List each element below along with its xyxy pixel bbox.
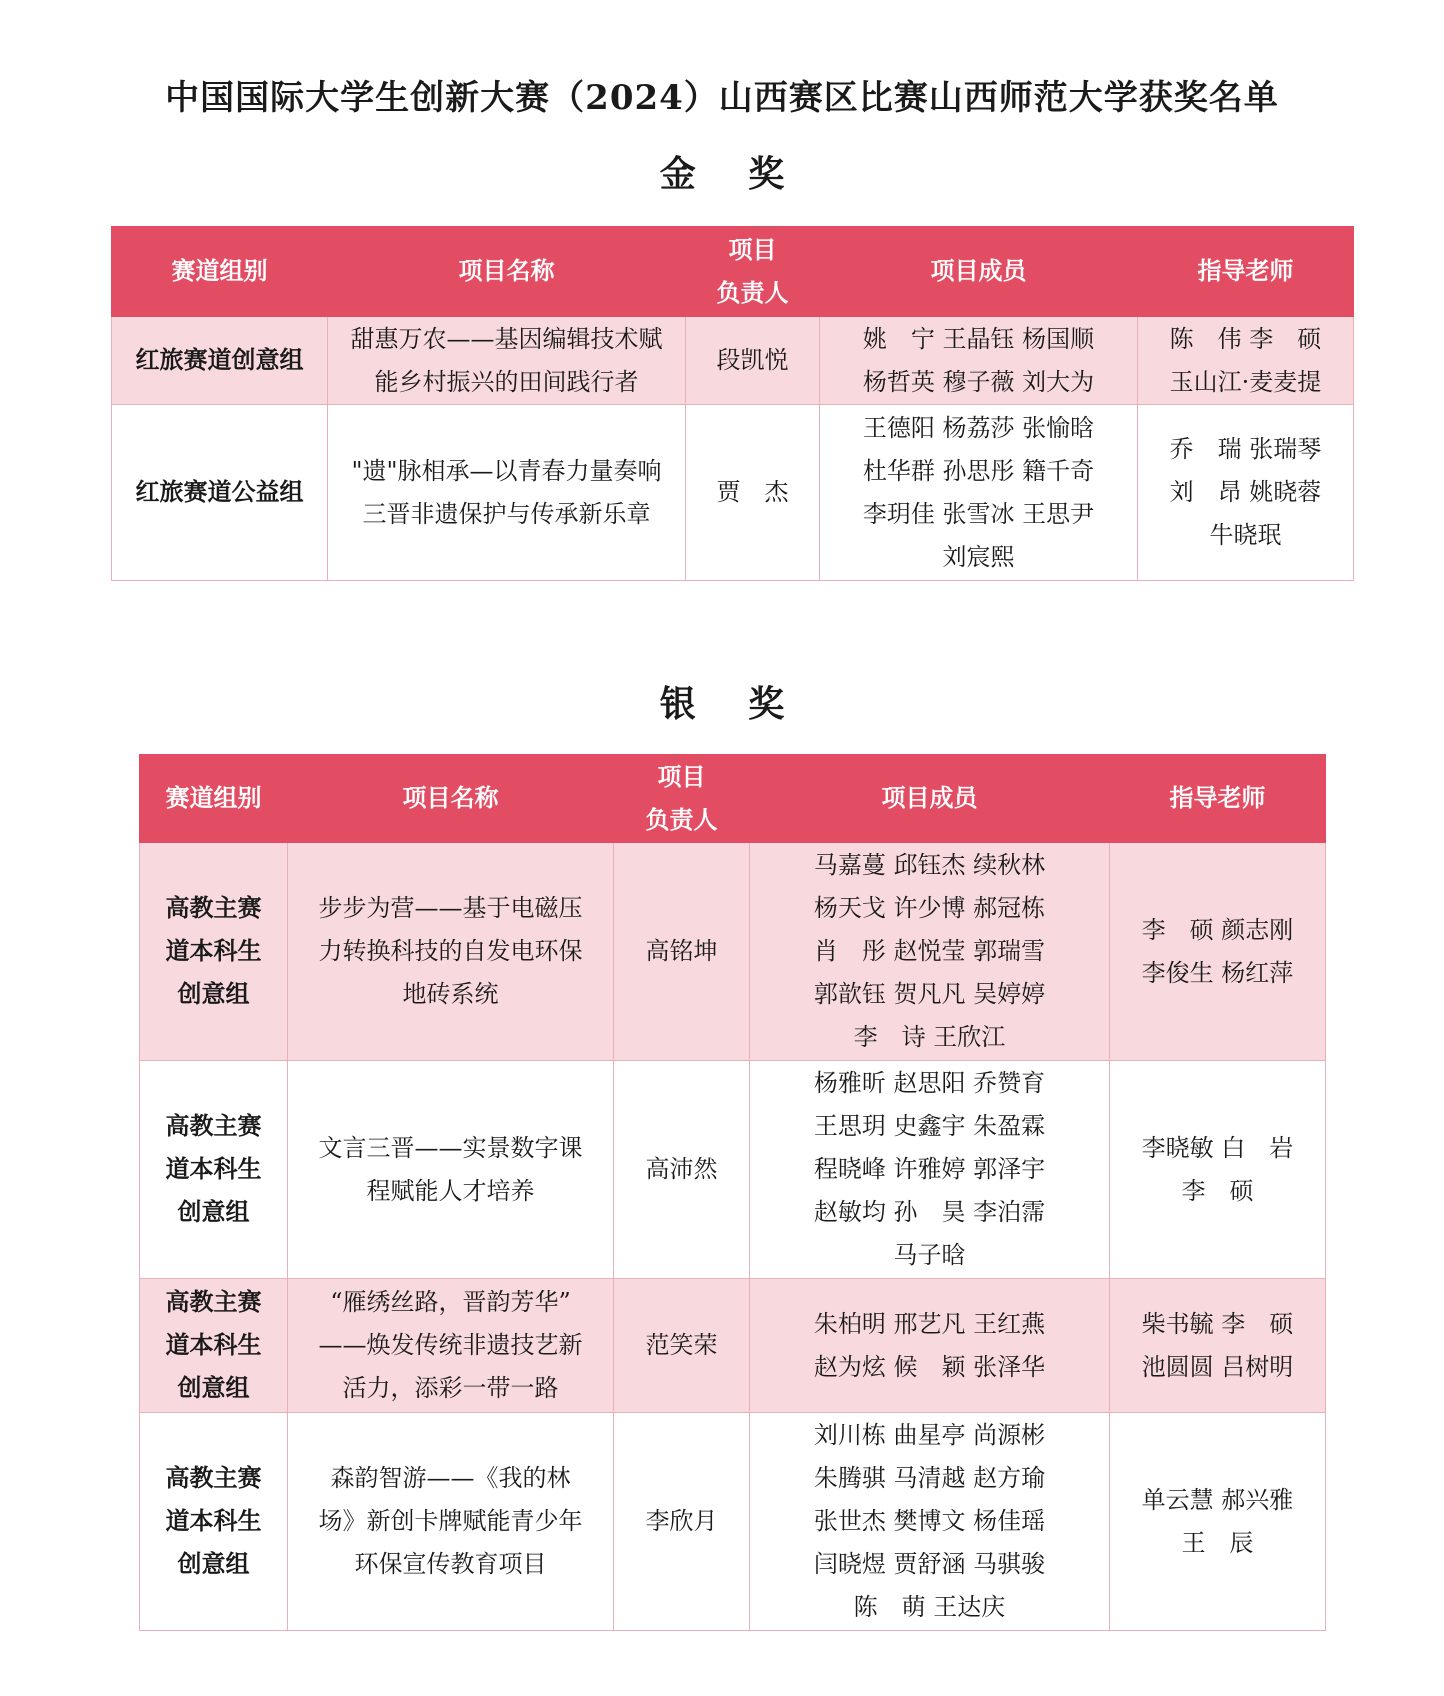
members-cell: 马嘉蔓 邱钰杰 续秋林 杨天戈 许少博 郝冠栋 肖 彤 赵悦莹 郭瑞雪 郭歆钰 贺凡凡 吴婷婷 李 诗 王欣江 bbox=[750, 843, 1110, 1061]
project-name-cell: 步步为营——基于电磁压 力转换科技的自发电环保 地砖系统 bbox=[288, 843, 614, 1061]
col-header-project-name: 项目名称 bbox=[288, 755, 614, 843]
project-name-cell: 甜惠万农——基因编辑技术赋 能乡村振兴的田间践行者 bbox=[328, 317, 686, 405]
gold-award-table bbox=[111, 226, 1354, 581]
table-row bbox=[140, 1279, 1326, 1413]
leader-cell: 高铭坤 bbox=[614, 843, 750, 1061]
silver-award-table bbox=[139, 754, 1326, 1631]
category-cell: 高教主赛 道本科生 创意组 bbox=[140, 1061, 288, 1279]
leader-cell: 段凯悦 bbox=[686, 317, 820, 405]
leader-cell: 贾 杰 bbox=[686, 405, 820, 581]
members-cell: 姚 宁 王晶钰 杨国顺 杨哲英 穆子薇 刘大为 bbox=[820, 317, 1138, 405]
project-name-cell: "遗"脉相承—以青春力量奏响 三晋非遗保护与传承新乐章 bbox=[328, 405, 686, 581]
advisors-cell: 李 硕 颜志刚 李俊生 杨红萍 bbox=[1110, 843, 1326, 1061]
advisors-cell: 乔 瑞 张瑞琴 刘 昂 姚晓蓉 牛晓珉 bbox=[1138, 405, 1354, 581]
col-header-project-name: 项目名称 bbox=[328, 227, 686, 317]
col-header-category: 赛道组别 bbox=[140, 755, 288, 843]
project-name-cell: “雁绣丝路，晋韵芳华” ——焕发传统非遗技艺新 活力，添彩一带一路 bbox=[288, 1279, 614, 1413]
col-header-advisors: 指导老师 bbox=[1138, 227, 1354, 317]
col-header-leader-line2: 负责人 bbox=[645, 805, 718, 834]
silver-award-heading: 银 奖 bbox=[659, 683, 805, 725]
col-header-advisors: 指导老师 bbox=[1110, 755, 1326, 843]
category-cell: 红旅赛道公益组 bbox=[112, 405, 328, 581]
leader-cell: 李欣月 bbox=[614, 1413, 750, 1631]
leader-cell: 高沛然 bbox=[614, 1061, 750, 1279]
silver-header-row bbox=[140, 755, 1326, 843]
advisors-cell: 单云慧 郝兴雅 王 辰 bbox=[1110, 1413, 1326, 1631]
col-header-category: 赛道组别 bbox=[112, 227, 328, 317]
advisors-cell: 柴书毓 李 硕 池圆圆 吕树明 bbox=[1110, 1279, 1326, 1413]
col-header-leader bbox=[614, 755, 750, 843]
category-cell: 高教主赛 道本科生 创意组 bbox=[140, 1279, 288, 1413]
category-cell: 红旅赛道创意组 bbox=[112, 317, 328, 405]
col-header-leader-line1: 项目 bbox=[657, 762, 706, 791]
advisors-cell: 李晓敏 白 岩 李 硕 bbox=[1110, 1061, 1326, 1279]
col-header-leader-line1: 项目 bbox=[728, 235, 777, 264]
col-header-leader-line2: 负责人 bbox=[716, 278, 789, 307]
members-cell: 刘川栋 曲星亭 尚源彬 朱腾骐 马清越 赵方瑜 张世杰 樊博文 杨佳瑶 闫晓煜 贾舒涵 马骐骏 陈 萌 王达庆 bbox=[750, 1413, 1110, 1631]
table-row bbox=[112, 405, 1354, 581]
col-header-members: 项目成员 bbox=[750, 755, 1110, 843]
gold-header-row bbox=[112, 227, 1354, 317]
gold-award-heading: 金 奖 bbox=[659, 153, 805, 195]
page-title: 中国国际大学生创新大赛（2024）山西赛区比赛山西师范大学获奖名单 bbox=[165, 78, 1279, 118]
table-row bbox=[140, 1413, 1326, 1631]
leader-cell: 范笑荣 bbox=[614, 1279, 750, 1413]
table-row bbox=[112, 317, 1354, 405]
category-cell: 高教主赛 道本科生 创意组 bbox=[140, 843, 288, 1061]
members-cell: 杨雅昕 赵思阳 乔赞育 王思玥 史鑫宇 朱盈霖 程晓峰 许雅婷 郭泽宇 赵敏均 孙 昊 李泊霈 马子晗 bbox=[750, 1061, 1110, 1279]
advisors-cell: 陈 伟 李 硕 玉山江·麦麦提 bbox=[1138, 317, 1354, 405]
category-cell: 高教主赛 道本科生 创意组 bbox=[140, 1413, 288, 1631]
members-cell: 朱柏明 邢艺凡 王红燕 赵为炫 候 颖 张泽华 bbox=[750, 1279, 1110, 1413]
table-row bbox=[140, 843, 1326, 1061]
project-name-cell: 森韵智游——《我的林 场》新创卡牌赋能青少年 环保宣传教育项目 bbox=[288, 1413, 614, 1631]
members-cell: 王德阳 杨荔莎 张愉晗 杜华群 孙思彤 籍千奇 李玥佳 张雪冰 王思尹 刘宸熙 bbox=[820, 405, 1138, 581]
table-row bbox=[140, 1061, 1326, 1279]
project-name-cell: 文言三晋——实景数字课 程赋能人才培养 bbox=[288, 1061, 614, 1279]
col-header-leader bbox=[686, 227, 820, 317]
col-header-members: 项目成员 bbox=[820, 227, 1138, 317]
